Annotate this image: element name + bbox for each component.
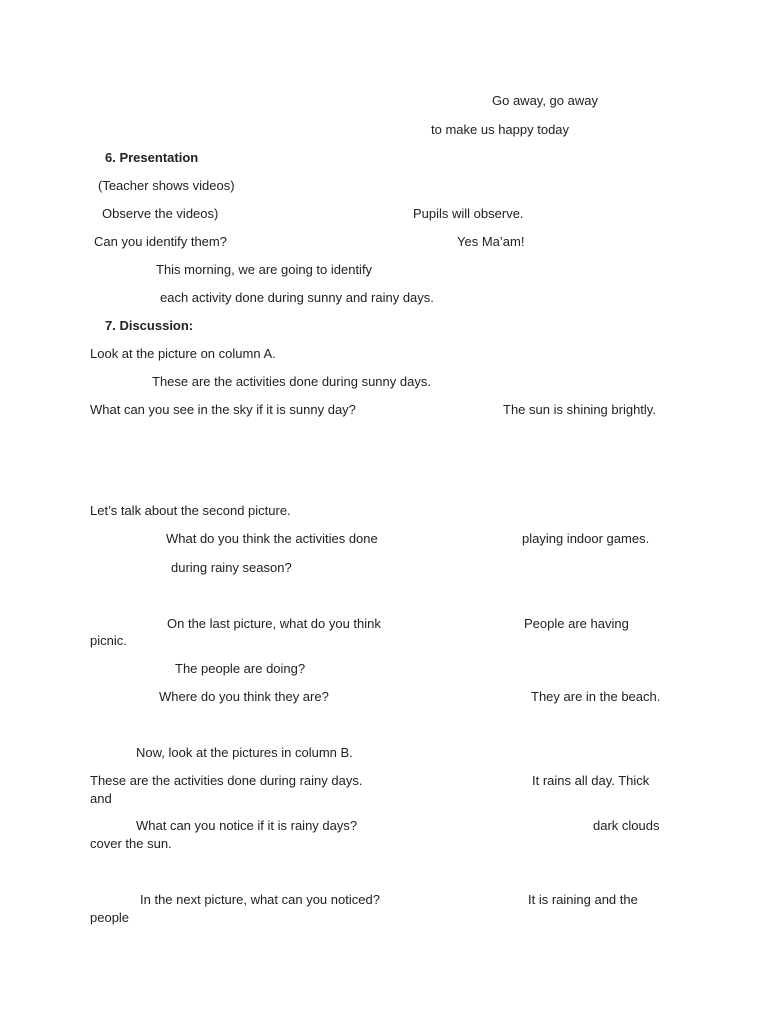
rains-answer-2: and bbox=[90, 791, 112, 806]
teacher-shows-text: (Teacher shows videos) bbox=[98, 178, 235, 193]
look-column-b: Now, look at the pictures in column B. bbox=[136, 745, 353, 760]
observe-response: Pupils will observe. bbox=[413, 206, 524, 221]
next-picture-question: In the next picture, what can you noticed? bbox=[140, 892, 380, 907]
last-picture-answer-1: People are having bbox=[524, 616, 629, 631]
activities-question-1: What do you think the activities done bbox=[166, 531, 378, 546]
rains-answer-1: It rains all day. Thick bbox=[532, 773, 650, 788]
next-picture-answer-1: It is raining and the bbox=[528, 892, 638, 907]
section-heading-presentation: 6. Presentation bbox=[105, 150, 199, 165]
last-picture-answer-2: picnic. bbox=[90, 633, 127, 648]
sky-answer: The sun is shining brightly. bbox=[503, 402, 656, 417]
song-line-2: to make us happy today bbox=[431, 122, 570, 137]
last-picture-question-2: The people are doing? bbox=[175, 661, 306, 676]
sunny-activities-text: These are the activities done during sunny days. bbox=[152, 374, 431, 389]
second-picture-text: Let’s talk about the second picture. bbox=[90, 503, 291, 518]
identify-prompt: Can you identify them? bbox=[94, 234, 227, 249]
activities-answer: playing indoor games. bbox=[522, 531, 650, 546]
morning-line-2: each activity done during sunny and rainy days. bbox=[160, 290, 434, 305]
morning-line-1: This morning, we are going to identify bbox=[156, 262, 373, 277]
last-picture-question-1: On the last picture, what do you think bbox=[167, 616, 381, 631]
rainy-activities-text: These are the activities done during rainy days. bbox=[90, 773, 363, 788]
activities-question-2: during rainy season? bbox=[171, 560, 292, 575]
look-column-a: Look at the picture on column A. bbox=[90, 346, 276, 361]
section-heading-discussion: 7. Discussion: bbox=[105, 318, 194, 333]
where-question: Where do you think they are? bbox=[159, 689, 329, 704]
sky-question: What can you see in the sky if it is sunny day? bbox=[90, 402, 356, 417]
notice-answer-1: dark clouds bbox=[593, 818, 660, 833]
notice-question: What can you notice if it is rainy days? bbox=[136, 818, 358, 833]
identify-response: Yes Ma’am! bbox=[457, 234, 525, 249]
song-line-1: Go away, go away bbox=[492, 93, 598, 108]
observe-prompt: Observe the videos) bbox=[102, 206, 219, 221]
next-picture-answer-2: people bbox=[90, 910, 130, 925]
where-answer: They are in the beach. bbox=[531, 689, 661, 704]
notice-answer-2: cover the sun. bbox=[90, 836, 172, 851]
